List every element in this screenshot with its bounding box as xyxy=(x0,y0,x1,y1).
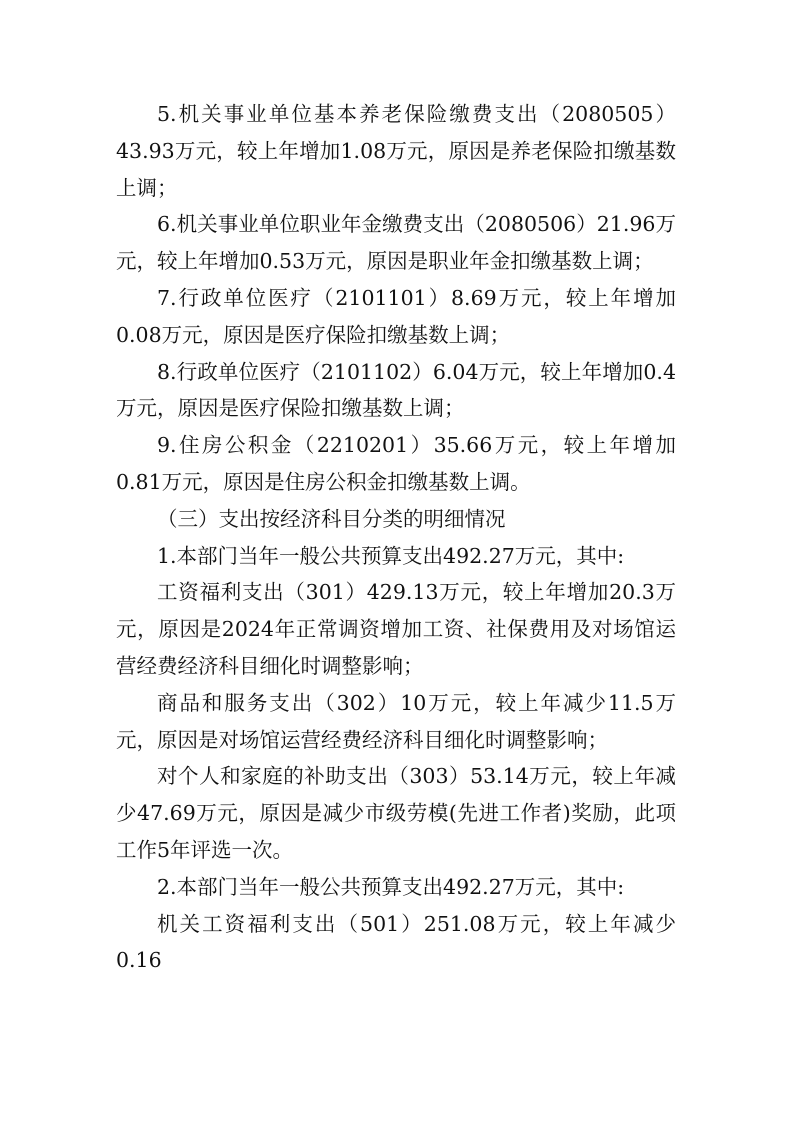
paragraph-budget-summary-1: 1.本部门当年一般公共预算支出492.27万元，其中: xyxy=(157,543,625,568)
paragraph-wage-welfare: 工资福利支出（301）429.13万元，较上年增加20.3万元，原因是2024年正常调资增加工资、社保费用及对场馆运营经费经济科目细化时调整影响； xyxy=(116,580,676,678)
paragraph-housing-fund: 9.住房公积金（2210201）35.66万元，较上年增加0.81万元，原因是住房公积金扣缴基数上调。 xyxy=(116,433,676,494)
paragraph-agency-wage-welfare: 机关工资福利支出（501）251.08万元，较上年减少0.16 xyxy=(116,911,676,973)
paragraph-admin-medical-2101102: 8.行政单位医疗（2101102）6.04万元，较上年增加0.4万元，原因是医疗保险扣缴基数上调； xyxy=(116,359,676,421)
section-heading-economic-classification: （三）支出按经济科目分类的明细情况 xyxy=(157,506,506,531)
paragraph-occupational-annuity: 6.机关事业单位职业年金缴费支出（2080506）21.96万元，较上年增加0.53万元，原因是职业年金扣缴基数上调； xyxy=(116,212,676,274)
paragraph-admin-medical-2101101: 7.行政单位医疗（2101101）8.69万元，较上年增加0.08万元，原因是医疗保险扣缴基数上调； xyxy=(116,285,676,347)
paragraph-pension-insurance: 5.机关事业单位基本养老保险缴费支出（2080505）43.93万元，较上年增加1.08万元，原因是养老保险扣缴基数上调； xyxy=(116,102,676,200)
paragraph-budget-summary-2: 2.本部门当年一般公共预算支出492.27万元，其中: xyxy=(157,874,625,899)
paragraph-goods-services: 商品和服务支出（302）10万元，较上年减少11.5万元，原因是对场馆运营经费经济科目细化时调整影响； xyxy=(116,690,676,752)
paragraph-individual-family-subsidy: 对个人和家庭的补助支出（303）53.14万元，较上年减少47.69万元，原因是减少市级劳模(先进工作者)奖励，此项工作5年评选一次。 xyxy=(116,764,676,862)
document-page xyxy=(116,96,676,979)
